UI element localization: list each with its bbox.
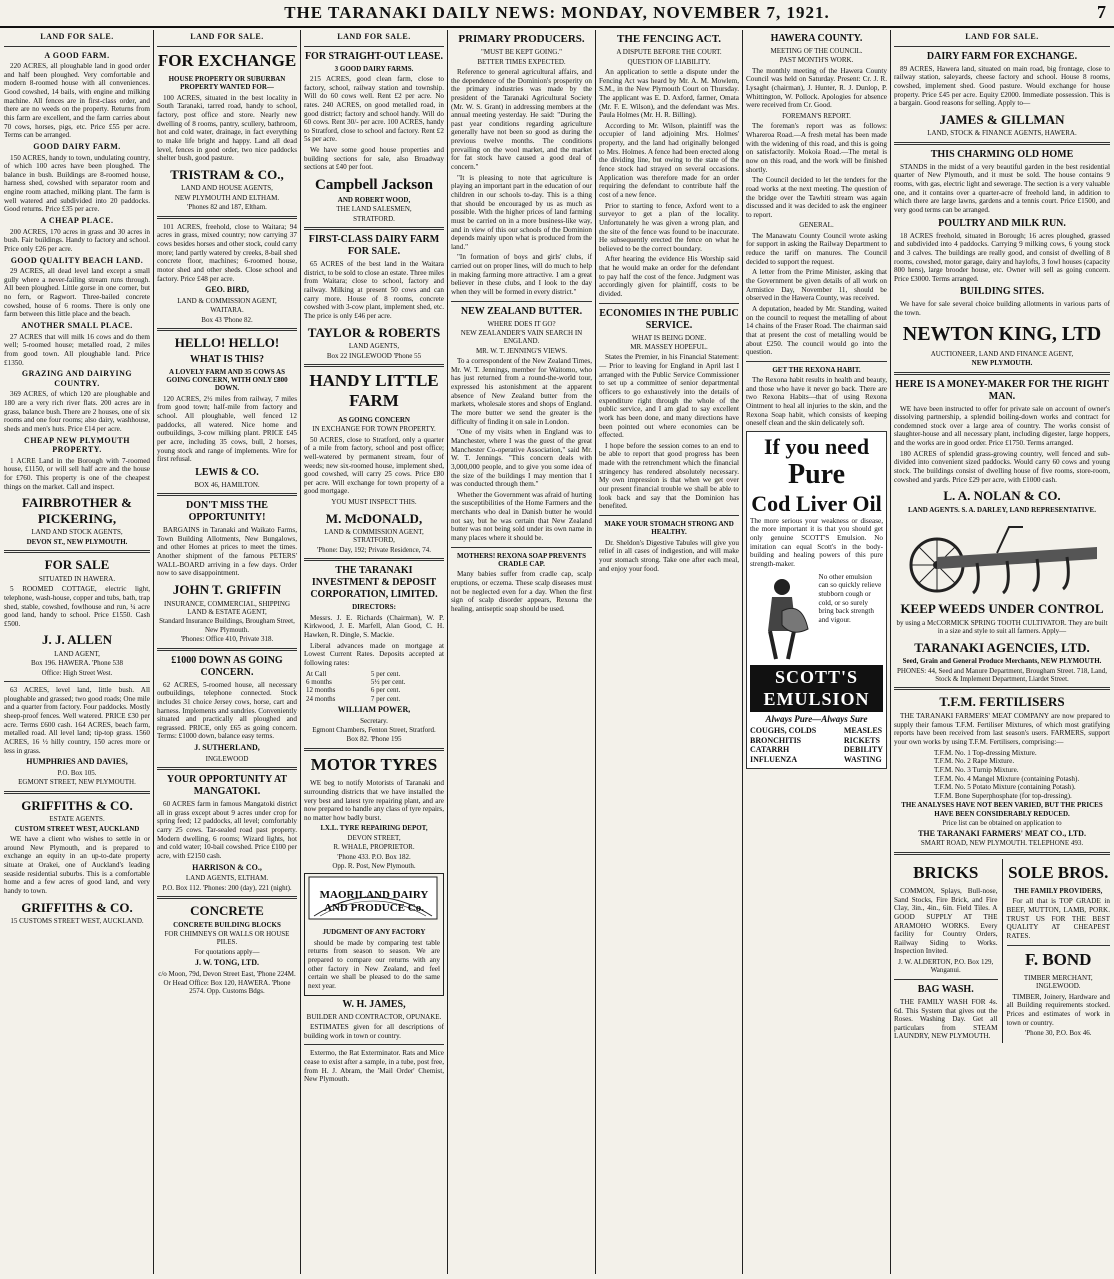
agent-addr: EGMONT STREET, NEW PLYMOUTH. [18,778,136,787]
ad-note: Price list can be obtained on application to [942,819,1062,828]
agent-name: J. SUTHERLAND, [194,743,260,753]
agent-addr: STRATFORD. [353,214,395,223]
ad-heading: THIS CHARMING OLD HOME [930,148,1074,160]
agent-name: GRIFFITHS & CO. [21,899,133,915]
article-subhead: WHAT IS BEING DONE. [631,333,707,342]
ad-heading: £1000 DOWN AS GOING CONCERN. [171,654,283,678]
agent-desc: Seed, Grain and General Produce Merchants, NEW PLYMOUTH. [902,657,1102,666]
article-paragraph: After hearing the evidence His Worship said that he would make an order for the defendant to pay half the cost of the fence. Judgment was accordingly given for plaintiff, costs to be divided. [599,255,739,298]
scotts-tagline: Always Pure—Always Sure [765,714,868,725]
ad-heading: BRICKS [913,862,979,882]
cod-side-text: No other emulsion can so quickly relieve stubborn cough or cold, or so surely bring back strength and vigour. [818,572,882,624]
article-subhead: QUESTION OF LIABILITY. [627,57,711,66]
ad-text: 100 ACRES, situated in the best locality in South Taranaki, tarred road, handy to school, factory, post office and store. Nearly new dwelling of 8 rooms, pantry, scullery, bathroom, hot and cold water, drainage, in fact everything to make life bright and happy. Land all dead level, fences in good order, two nice paddocks shelter bush, good pasture. [157,93,297,163]
agent-box: P.O. Box 105. [57,768,97,777]
agent-addr: Egmont Chambers, Fenton Street, Stratford. [312,726,436,735]
newspaper-title: THE TARANAKI DAILY NEWS: MONDAY, NOVEMBER 7, 1921. [284,3,830,22]
agent-name: J. J. ALLEN [41,632,113,648]
ad-text: 200 ACRES, 170 acres in grass and 30 acres in bush. Fair buildings. Handy to factory and school. Price only £26 per acre. [4,227,150,253]
ad-heading: GOOD QUALITY BEACH LAND. [10,255,144,265]
ad-sub: SITUATED IN HAWERA. [38,574,116,583]
agent-desc: INSURANCE, COMMERCIAL, SHIPPING LAND & ESTATE AGENT, [163,599,290,617]
table-row: 24 months 7 per cent. [306,694,401,703]
scotts-emulsion-ad [746,431,887,769]
section-heading: LAND FOR SALE. [337,32,411,41]
article-subhead: WHERE DOES IT GO? [487,319,556,328]
agent-name: I.X.L. TYRE REPAIRING DEPOT, [320,824,428,833]
ad-sub: 3 GOOD DAIRY FARMS. [334,64,414,73]
dairy-ad [304,873,444,995]
ad-text: 50 ACRES, close to Stratford, only a quarter of a mile from factory, school and post office; well-watered by permanent stream, four of weeds; new six-roomed house, implement shed, good cowshed, will carry 25 cows. Price £80 per acre. Will exchange for town property of a good mortgage. [304,435,444,496]
cod-oil: Cod Liver Oil [751,490,882,516]
cultivator-icon [897,517,1107,597]
agent-desc: AUCTIONEER, LAND AND FINANCE AGENT, [930,349,1074,358]
agent-name: GRIFFITHS & CO. [21,797,133,813]
ad-sub: THE FAMILY PROVIDERS, [1014,886,1103,895]
ad-sub: IN EXCHANGE FOR TOWN PROPERTY. [312,425,436,434]
agent-addr: Opp. R. Post, New Plymouth. [332,861,416,870]
agent-name: GEO. BIRD, [205,285,249,295]
column-rule [595,30,596,1274]
agent-phone: 'Phones: Office 410, Private 318. [180,635,274,644]
article-paragraph: I hope before the session comes to an end to be able to report that good progress has been made with the retrenchment which the financial stringency has rendered absolutely necessary. My own impression is that when we get over our present financial trouble we shall be able to look back and say that the Dominion has benefited. [599,441,739,511]
article-subhead: NEW ZEALANDER'S VAIN SEARCH IN ENGLAND. [460,329,583,346]
ad-heading: WHAT IS THIS? [190,353,264,365]
agent-name: LEWIS & CO. [195,466,259,478]
ad-heading: HERE IS A MONEY-MAKER FOR THE RIGHT MAN. [895,378,1109,402]
ad-sub: by using a McCORMICK SPRING TOOTH CULTIVATOR. They are built in a size and style to suit all farmers. Apply— [896,618,1108,636]
ad-text: 89 ACRES, Hawera land, situated on main road, big frontage, close to railway station, saleyards, cheese factory and school. House 8 rooms, cowshed, implement shed. Good pasture. Would exchange for house property. Price £45 per acre. Equity £2000. Immediate possession. This is a bargain. Good reasons for selling. Apply to— [894,64,1110,108]
ad-heading: FOR SALE [44,557,110,573]
dairy-name: MAORILAND DAIRY AND PRODUCE Co. [319,889,429,915]
ad-text: 5 ROOMED COTTAGE, electric light, telephone, wash-house, copper and tubs, bath, trap shed, stable, cowshed, fowlhouse and run, ¼ acre good land, handy to school. Price £1550. Cash £500. [4,585,150,628]
agent-addr: NEW PLYMOUTH AND ELTHAM. [174,193,280,202]
agent-phone: 'Phone 433. P.O. Box 182. [337,852,411,861]
section-heading: LAND FOR SALE. [190,32,264,41]
article-headline: NEW ZEALAND BUTTER. [460,305,583,317]
column-1 [4,30,150,1274]
agent-desc: LAND & COMMISSION AGENT, STRATFORD, [324,528,424,545]
column-rule [447,30,448,1274]
ad-heading: GOOD DAIRY FARM. [33,141,121,151]
agent-box: Box 22 INGLEWOOD 'Phone 55 [326,351,422,360]
cod-text: The more serious your weakness or disease, the more important it is that you should get only genuine SCOTT'S Emulsion. No imitation can equal Scott's in the body-building and healing powers of this pure strength-maker. [750,516,883,568]
agent-addr: INGLEWOOD [205,754,249,763]
ad-text: 215 ACRES, good clean farm, close to factory, school, railway station and township. Will do 60 cows well. Rent £2 per acre. No rates. 240 ACRES, on good metalled road, in good district; factory and school handy. Will do 60 cows. Rent 30/- per acre. 100 ACRES, handy to Stratford, close to school and factory. Rent £2 5s per acre. [304,74,444,144]
section-heading: LAND FOR SALE. [40,32,114,41]
article-paragraph: The Rexona habit results in health and beauty, and those who have it never go back. There are two Rexona Habits—that of using Rexona Ointment to heal all injuries to the skin, and the Rexona Soap habit, which consists of keeping oneself clean and the skin delicately soft. [746,376,887,428]
rates-table [304,670,444,704]
agent-owner: R. WHALE, PROPRIETOR. [333,843,415,852]
agent-desc: LAND AGENTS. S. A. DARLEY, LAND REPRESENTATIVE. [908,505,1096,514]
ad-sub: For quotations apply— [194,947,260,956]
agent-desc: LAND AND HOUSE AGENTS, [181,184,273,193]
agent-name: TARANAKI AGENCIES, LTD. [914,639,1090,655]
scotts-logo: SCOTT'S EMULSION [750,665,883,712]
section-heading: LAND FOR SALE. [965,32,1039,41]
column-2 [157,30,297,1274]
ad-text: 1 ACRE Land in the Borough with 7-roomed house, £1150, or will sell half acre and the house for £760. This property is one of the cheapest things on the market. Call and inspect. [4,456,150,491]
ad-heading: A CHEAP PLACE. [40,216,114,226]
agent-name: THE TARANAKI FARMERS' MEAT CO., LTD. [918,828,1086,838]
dairy-sub: JUDGMENT OF ANY FACTORY [322,928,426,937]
article-paragraph: Many babies suffer from cradle cap, scalp eruptions, or eczema. These scalp diseases must not be neglected even for a day. When the first sign of scalp disorder appears, Rexona the healing, antiseptic soap should be used. [451,570,592,613]
article-subhead: MR. MASSEY HOPEFUL. [630,343,708,352]
ad-text: 18 ACRES freehold, situated in Borough; 16 acres ploughed, grassed and subdivided into 4 paddocks. Carrying 9 milking cows, 6 young stock and 3 calves. The buildings are really good, and consist of dwelling of 8 rooms, cowshed, motor garage, dairy and haylofts, 3 fowl houses (capacity 800 hens), large brooder house, etc. Owner will sell as going concern. Price £3000. Terms arranged. [894,231,1110,283]
ad-text: ESTIMATES given for all descriptions of building work in town or country. [304,1023,444,1040]
ad-text: TIMBER, Joinery, Hardware and all Building requirements stocked. Prices and estimates of work in town or country. [1006,992,1110,1027]
ad-heading: THE TARANAKI INVESTMENT & DEPOSIT CORPORATION, LIMITED. [310,565,438,601]
ad-text: WE beg to notify Motorists of Taranaki and surrounding districts that we have installed the very best and latest tyre repairing plant, and are now prepared to handle any class of tyre repairs, no matter how badly burst. [304,779,444,822]
agent-name: JOHN T. GRIFFIN [172,582,282,598]
ad-heading: BUILDING SITES. [960,286,1044,298]
agent-desc: LAND, STOCK & FINANCE AGENTS, HAWERA. [927,129,1077,138]
ad-text: 101 ACRES, freehold, close to Waitara; 94 acres in grass, mixed country; now carrying 37 cows besides horses and other stock, could carry more; land partly watered by creeks, 8-bail shed concrete floor, machines; 6-roomed house, motor shed and other sheds. Close school and factory. Price £48 per acre. [157,222,297,283]
article-paragraph: The Manawatu County Council wrote asking for support in asking the Railway Department to reduce the tariff on manures. The Council decided to support the request. [746,231,887,266]
agent-desc: LAND AGENTS, ELTHAM. [185,874,269,883]
ad-text: Extermo, the Rat Exterminator. Rats and Mice cease to exist after a sample, in a tube, post free, from H. J. Abram, the 'Mail Order' Chemist, New Plymouth. [304,1049,444,1084]
ad-heading: T.F.M. FERTILISERS [939,694,1065,710]
page-number: 7 [1097,2,1106,22]
agent-desc: BUILDER AND CONTRACTOR, OPUNAKE. [306,1012,442,1021]
column-6 [746,30,887,1274]
ad-sub: FOR CHIMNEYS OR WALLS OR HOUSE PILES. [164,929,290,947]
article-subhead: MEETING OF THE COUNCIL. [770,47,863,55]
ad-heading: ANOTHER SMALL PLACE. [21,320,133,330]
agent-box: Box 82. 'Phone 195 [346,735,402,744]
ad-heading: SOLE BROS. [1008,862,1109,882]
fisherman-icon [752,571,812,661]
ad-text: 60 ACRES farm in famous Mangatoki district all in grass except about 9 acres under crop for spring feed; 12 paddocks, all level; comfortably carry 25 cows. Tar-sealed road past property. Modern dwelling, 6 rooms; Wizard lights, hot and cold water; 10-bail cowshed. Price £100 per acre, with £2150 cash. [157,800,297,860]
ad-text: COMMON, Splays, Bull-nose, Sand Stocks, Fire Brick, and Fire Clay, 3in., 4in., 6in. Field Tiles. A GOOD SUPPLY AT THE ARAMOHO WORKS. Every facility for Country Orders, Railway Siding to Works. Inspection Invited. [894,886,998,956]
table-row: 6 months 5½ per cent. [306,677,406,686]
ailments-list [750,726,883,764]
agent-desc: LAND AGENT, [54,650,100,659]
agent-name: FAIRBROTHER & PICKERING, [22,495,132,526]
agent-addr: DEVON ST., NEW PLYMOUTH. [26,537,128,546]
article-paragraph: The foreman's report was as follows: Whareroa Road.—A fresh metal has been made with the widening of this road, and this is going on satisfactorily. Mokoia Road.—The metal is now on this road, and the work will be finished shortly. [746,122,887,174]
article-paragraph: According to Mr. Wilson, plaintiff was the occupier of land adjoining Mrs. Holmes' property, and the land had originally belonged to Mrs. Holmes. A fence had been erected along the dividing line, but owing to the state of the fence stock had strayed on several occasions. Application was therefore made for an order requiring the defendant to contribute half the cost of a new fence. [599,121,739,199]
ad-heading: KEEP WEEDS UNDER CONTROL [900,601,1104,617]
ad-sub: A LOVELY FARM AND 35 COWS AS GOING CONCERN, WITH ONLY £800 DOWN. [166,367,288,393]
agent-box: Box 196. HAWERA. 'Phone 538 [30,659,124,668]
article-paragraph: Dr. Sheldon's Digestive Tabules will give you relief in all cases of indigestion, and will make your stomach strong. Take one after each meal, and enjoy your food. [599,538,739,573]
article-paragraph: To a correspondent of the New Zealand Times, Mr. W. T. Jennings, member for Waitomo, who has just returned from a round-the-world tour, expressed his astonishment at the apparent absence of New Zealand butter from the markets, wholesale stores and shops of England. The more butter we send the greater is the difficulty of finding it on sale in London. [451,357,592,426]
article-paragraph: A letter from the Prime Minister, asking that the Government be given details of all work on Armistice Day, November 11, should be observed in the Hawera County, was received. [746,268,887,303]
ad-text: 120 ACRES, 2½ miles from railway, 7 miles from good town; half-mile from factory and school. All ploughable, well fenced 12 paddocks, all watered. Nice home and outbuildings, 3-cow milking plant. PRICE £45 per acre, including 35 cows, bull, 2 horses, young stock and range of implements. Wire for first refusal. [157,394,297,464]
agent-office: Office: High Street West. [41,668,113,677]
agent-addr: SMART ROAD, NEW PLYMOUTH. TELEPHONE 493. [920,839,1084,848]
agent-office: Or Head Office: Box 120, HAWERA. 'Phone 2574. Opp. Customs Bdgs. [163,979,291,996]
agent-name: Campbell Jackson [315,177,433,194]
agent-name: TAYLOR & ROBERTS [307,324,441,340]
ad-text: 65 ACRES of the best land in the Waitara district, to be sold to close an estate. Three miles from Waitara; close to school, factory and railway. Milking at present 50 cows and can carry more. House of 8 rooms, concrete cowshed with 3-cow plant, implement shed, etc. The price is only £46 per acre. [304,260,444,321]
ad-text: STANDS in the midst of a very beautiful garden in the best residential quarter of New Plymouth, and it must be sold. The house contains 9 rooms, with gas, electric light and sewerage. The section is a very valuable one, and it contains over a quarter-acre of freehold land, in addition to which there are large lawns, gardens and a tennis court. Price £1500, and very good terms can be arranged. [894,162,1110,214]
article-headline: MOTHERS! REXONA SOAP PREVENTS CRADLE CAP. [457,551,586,569]
list-item: T.F.M. No. 1 Top-dressing Mixture. [934,748,1037,757]
agent-title: Secretary. [360,716,388,725]
ad-text: We have some good house properties and building sections for sale, also Broadway sections at £40 per foot. [304,146,444,172]
article-paragraph: "One of my visits when in England was to Manchester, where I was the guest of the great Manchester Co-operative Association," said Mr. W. T. Jennings. "This concern deals with 3,000,000 people, and to give you some idea of the size of the buildings I may mention that I was conducted through them." [451,428,592,489]
table-row: At Call 5 per cent. [306,669,401,678]
ad-heading: FIRST-CLASS DAIRY FARM FOR SALE. [308,234,440,258]
agent-name: J. W. TONG, LTD. [194,958,260,968]
article-headline: MAKE YOUR STOMACH STRONG AND HEALTHY. [604,519,734,537]
agent-addr: DEVON STREET, [347,833,401,842]
ad-sub: DIRECTORS: [352,603,396,612]
article-headline: THE FENCING ACT. [616,33,721,45]
cod-if: If you need [763,434,870,460]
article-paragraph: Prior to starting to fence, Axford went to a surveyor to get a plan of the locality. Unfortunately he was given a wrong plan, and the site of the fence was found to be inaccurate. He subsequently erected the fence on what he believed to be the correct boundary. [599,201,739,253]
ad-sub: AS GOING CONCERN [338,415,410,424]
column-rule [300,30,301,1274]
ad-text: BARGAINS in Taranaki and Waikato Farms, Town Building Allotments, New Bungalows, and other Homes at prices to meet the times. Another shipment of the famous PETERS' WALL-BOARD arriving in a few days. Order now to save disappointment. [157,526,297,578]
ad-heading: DAIRY FARM FOR EXCHANGE. [926,50,1078,62]
ad-text: Liberal advances made on mortgage at Lowest Current Rates. Deposits accepted at following rates: [304,641,444,667]
article-headline: GET THE REXONA HABIT. [772,365,861,374]
ad-text: 220 ACRES, all ploughable land in good order and half been ploughed. Very comfortable and modern 8-roomed house with all conveniences. Good cowshed, 14 bails, with engine and milking machine. All fences are in first-class order, and there are no weeds on the property. Returns from this farm are excellent, and the farm carries about 70 cows, horses, pigs, etc. Price £55 per acre. Terms can be arranged. [4,62,150,140]
ad-text: Messrs. J. E. Richards (Chairman), W. P. Kirkwood, J. E. Marfell, Alan Good, C. H. Hawken, R. Dingle, S. Mackie. [304,613,444,639]
agent-desc: THE LAND SALESMEN, [336,205,412,214]
ailment-item: INFLUENZA [750,755,798,765]
agent-addr: c/o Moon, 79d, Devon Street East, 'Phone 224M. [158,969,296,978]
dairy-text: should be made by comparing test table returns from season to season. We are prepared to compare our returns with any other factory in New Zealand, and feel certain we shall be pleased to do the same next year. [308,938,440,990]
ad-heading: MOTOR TYRES [310,754,438,774]
list-item: T.F.M. No. 5 Potato Mixture (containing Potash). [934,783,1076,792]
article-paragraph: Reference to general agricultural affairs, and the dependence of the Dominion's prosperity on the primary industries was made by the president of the Taranaki Agricultural Society (Mr. W. S. Grant) in addressing members at the annual meeting yesterday. He said: "During the past year conditions regarding agriculture generally have not been so good as during the previous twelve months. The conditions prevailing on the wool market, and the market for fat stock have caused a good deal of concern." [451,67,592,172]
ad-text: WE have a client who wishes to settle in or around New Plymouth, and is prepared to exchange an equity in an up-to-date property situate at Orakei, one of Auckland's leading seaside residential suburbs. This is a comfortable home and a few acres of good land, and very handy to town. [4,835,150,895]
agent-addr: WAITARA. [210,306,244,315]
article-paragraph: Whether the Government was afraid of hurting the susceptibilities of the Home Farmers and the merchants who deal in Danish butter he would not say, but he was certain that New Zealand butter was not being sold under its own name in many places where it should be. [451,490,592,542]
column-7 [894,30,1110,1274]
ad-heading: F. BOND [1025,949,1092,969]
article-subhead: BETTER TIMES EXPECTED. [477,57,566,66]
ad-heading: CONCRETE [190,902,264,918]
list-item: T.F.M. No. 2 Rape Mixture. [934,757,1015,766]
ailment-item: MEASLES [843,726,883,736]
ad-heading: HELLO! HELLO! [174,334,280,350]
article-headline: ECONOMIES IN THE PUBLIC SERVICE. [599,307,739,331]
article-headline: PRIMARY PRODUCERS. [458,33,585,45]
masthead [0,0,1114,28]
agent-name: JAMES & GILLMAN [939,111,1065,127]
ad-text: 29 ACRES, all dead level land except a small gully where a never-failing stream runs through. All been ploughed. Little gorse in one corner, but no fern, or Ragwort. Three-bailed concrete cowshed, house of 6 rooms. There is only one farm between this little place and the beach. [4,267,150,319]
article-subhead: "MUST BE KEPT GOING." [481,48,562,57]
agent-desc: LAND & COMMISSION AGENT, [177,296,277,305]
ad-text: 63 ACRES, level land, little bush. All ploughable and grassed; two good roads; One mile and a quarter from factory. Four paddocks. Mostly sheep-proof fences. Well watered. PRICE £30 per acre. Terms £600 cash. 164 ACRES, beach farm, metalled road. All level land; tip-top grass. 1560 ACRES, 16 ½ hilly country, 150 acres more or less in grass. [4,686,150,755]
ad-text: We have for sale several choice building allotments in various parts of the town. [894,300,1110,318]
agent-phone: 'Phone: Day, 192; Private Residence, 74. [317,545,431,554]
ad-heading: A GOOD FARM. [44,50,110,60]
article-headline: HAWERA COUNTY. [770,33,863,44]
ad-text: THE FAMILY WASH FOR 4s. 6d. This System that gives out the Roses. Washing Day. Get all particulars from STEAM LAUNDRY, NEW PLYMOUTH. [894,997,998,1041]
agent-phone: PHONES: 44, Seed and Manure Department, Brougham Street. 718, Land, Stock & Implement Department, Liardet Street. [897,666,1107,684]
agent-phone: 'Phones 82 and 187, Eltham. [187,203,267,212]
article-subhead: GENERAL. [799,221,834,230]
agent-name: TRISTRAM & CO., [170,166,284,182]
agent-addr: CUSTOM STREET WEST, AUCKLAND [14,824,140,833]
ad-heading: CHEAP NEW PLYMOUTH PROPERTY. [24,435,130,455]
article-subhead: MR. W. T. JENNING'S VIEWS. [475,346,568,355]
column-5 [599,30,739,1274]
ailment-item: COUGHS, COLDS [750,726,817,736]
article-paragraph: An application to settle a dispute under the Fencing Act was heard by Mr. A. M. Mowlem, S.M., in the New Plymouth Court on Thursday. The applicant was E. D. Axford, farmer, Omata (Mr. F. E. Wilson), and the defendant was Mrs. Paula Holmes (Mr. H. R. Billing). [599,67,739,120]
ad-heading: FOR STRAIGHT-OUT LEASE. [304,50,444,62]
agent-name: WILLIAM POWER, [337,705,411,715]
article-paragraph: "It is pleasing to note that agriculture is playing an important part in the education of our children in our schools to-day. This is a thing that should be encouraged by us as much as possible. With the higher prices of land farming must be carried on in a more business-like way, and in view of this our schools of the Dominion depends mainly upon what is produced from the land." [451,173,592,251]
agent-name: W. H. JAMES, [342,998,406,1010]
ad-text: THE TARANAKI FARMERS' MEAT COMPANY are now prepared to supply their famous T.F.M. Fertiliser Mixtures, of which most gratifying reports have been received from last season's users. FARMERS, support your own works by using T.F.M. Fertilisers, comprising:— [894,712,1110,746]
ad-text: 62 ACRES, 5-roomed house, all necessary outbuildings, telephone connected. Stock includes 31 choice Jersey cows, horse, cart and harness. Implements and sundries. Conveniently situated and practically all ploughed and regrassed. PRICE, only £65 as going concern. Terms: £1000 down, balance easy terms. [157,680,297,741]
agent-and: AND ROBERT WOOD, [337,196,411,205]
article-subhead: PAST MONTH'S WORK. [779,56,854,65]
agent-box: P.O. Box 112. 'Phones: 200 (day), 221 (night). [162,883,292,892]
agent-addr: J. W. ALDERTON, P.O. Box 129, Wanganui. [898,958,994,975]
article-paragraph: A deputation, headed by Mr. Standing, waited on the council to request the metalling of about 14 chains of the Fraser Road. The chairman said that at present the cost of metalling would be about £250. The council would go into the question. [746,304,887,357]
ailment-item: WASTING [843,755,882,765]
column-rule [890,30,891,1274]
column-rule [742,30,743,1274]
agent-desc: ESTATE AGENTS. [49,815,105,824]
agent-name: HUMPHRIES AND DAVIES, [26,757,128,767]
agent-addr: 15 CUSTOMS STREET WEST, AUCKLAND. [10,917,144,926]
agent-addr: Standard Insurance Buildings, Brougham Street, New Plymouth. [159,617,295,634]
ad-heading: POULTRY AND MILK RUN. [938,217,1066,229]
agent-box: BOX 46, HAMILTON. [194,480,260,489]
ailment-item: DEBILITY [843,745,883,755]
article-paragraph: The Council decided to let the tenders for the road works at the next meeting. The question of the bridge over the Tawhiti stream was again discussed and it was decided to ask the engineer to report. [746,176,887,219]
ad-note: THE ANALYSES HAVE NOT BEEN VARIED, BUT THE PRICES HAVE BEEN CONSIDERABLY REDUCED. [901,801,1103,818]
agent-desc: LAND AND STOCK AGENTS, [31,528,123,537]
ad-text: WE have been instructed to offer for private sale on account of owner's dissolving partnership, a splendid boiling-down works and contract for condemned stock over a large area of country. The works consist of slaughter-house and all necessary plant, including digester, large hoppers, and the works are in good order. Price £1750. Terms arranged. [894,404,1110,448]
cod-pure: Pure [787,459,846,491]
agent-name: HARRISON & CO., [192,862,262,872]
table-row: 12 months 6 per cent. [306,686,401,695]
article-paragraph: "In formation of boys and girls' clubs, if carried out on proper lines, will do much to help in making farming more attractive. I am a great believer in these clubs, and I look to the day when they will be formed in every district." [451,253,592,296]
agent-name: NEWTON KING, LTD [902,322,1102,345]
article-paragraph: States the Premier, in his Financial Statement:— Prior to leaving for England in April last I arranged with the Public Service Commissioner to set up a committee of senior departmental officers to go exhaustively into the details of expenditure right through the whole of the public service, and I am glad to say excellent work has been done, and many directions have been pointed out where economies can be effected. [599,353,739,440]
article-subhead: A DISPUTE BEFORE THE COURT. [616,48,722,57]
ad-heading: YOUR OPPORTUNITY AT MANGATOKI. [166,774,288,798]
ad-heading: HANDY LITTLE FARM [309,371,439,411]
ad-sub: YOU MUST INSPECT THIS. [331,498,417,507]
agent-name: L. A. NOLAN & CO. [943,488,1061,504]
ad-sub: TIMBER MERCHANT, INGLEWOOD. [1023,973,1093,991]
column-3 [304,30,444,1274]
article-subhead: FOREMAN'S REPORT. [782,111,851,120]
ad-heading: GRAZING AND DAIRYING COUNTRY. [21,369,133,388]
column-rule [153,30,154,1274]
ad-text: 180 ACRES of splendid grass-growing country, well fenced and sub-divided into convenient sized paddocks. Would carry 60 cows and young stock. The buildings consist of dwelling house of five rooms, store-room, cowshed and yards. Price £29 per acre, with £1000 cash. [894,449,1110,484]
ad-heading: BAG WASH. [917,983,974,995]
ailment-item: BRONCHITIS [750,735,802,745]
ailment-item: CATARRH [750,745,790,755]
ad-sub: CONCRETE BUILDING BLOCKS [173,920,281,929]
column-4 [451,30,592,1274]
ad-heading: FOR EXCHANGE [157,50,297,70]
ad-text: 369 ACRES, of which 120 are ploughable and 180 are a very rich river flats. 200 acres are in grass, balance bush. There are 2 houses, one of six rooms and one four rooms; also dairy, washhouse, sheds and men's huts. Price £14 per acre. [4,390,150,433]
list-item: T.F.M. No. 4 Mangel Mixture (containing Potash). [934,774,1080,783]
agent-phone: 'Phone 30, P.O. Box 46. [1024,1029,1092,1038]
agent-addr: NEW PLYMOUTH. [971,359,1033,368]
ad-text: 27 ACRES that will milk 16 cows and do them well; 5-roomed house; metalled road, 2 miles from good town. All ploughable land. Price £1350. [4,332,150,367]
ad-text: For all that is TOP GRADE in BEEF, MUTTON, LAMB, PORK. TRUST US FOR THE BEST QUALITY AT CHEAPEST RATES. [1006,897,1110,940]
agent-name: M. McDONALD, [325,510,423,526]
ad-text: 150 ACRES, handy to town, undulating country, of which 100 acres have been ploughed. The balance in bush. Buildings are 8-roomed house, harness shed, cowshed with separator room and engine room attached, milking plant. The farm is well watered and subdivided into 20 paddocks. Good returns. Price £35 per acre. [4,153,150,214]
article-paragraph: The monthly meeting of the Hawera County Council was held on Saturday. Present: Cr. J. R. Lysaght (chairman), J. Hunter, R. J. Dunlop, P. Whittington, W. Pollock. Apologies for absence were received from Cr. Good. [746,66,887,110]
agent-box: Box 43 'Phone 82. [201,315,253,324]
agent-desc: LAND AGENTS, [348,342,400,351]
list-item: T.F.M. No. 3 Turnip Mixture. [934,765,1019,774]
ailment-item: RICKETS [843,735,880,745]
ad-sub: HOUSE PROPERTY OR SUBURBAN PROPERTY WANTED FOR— [168,74,286,92]
ad-heading: DON'T MISS THE OPPORTUNITY! [186,500,268,524]
list-item: T.F.M. Bone Superphosphate (for top-dressing). [934,791,1072,800]
